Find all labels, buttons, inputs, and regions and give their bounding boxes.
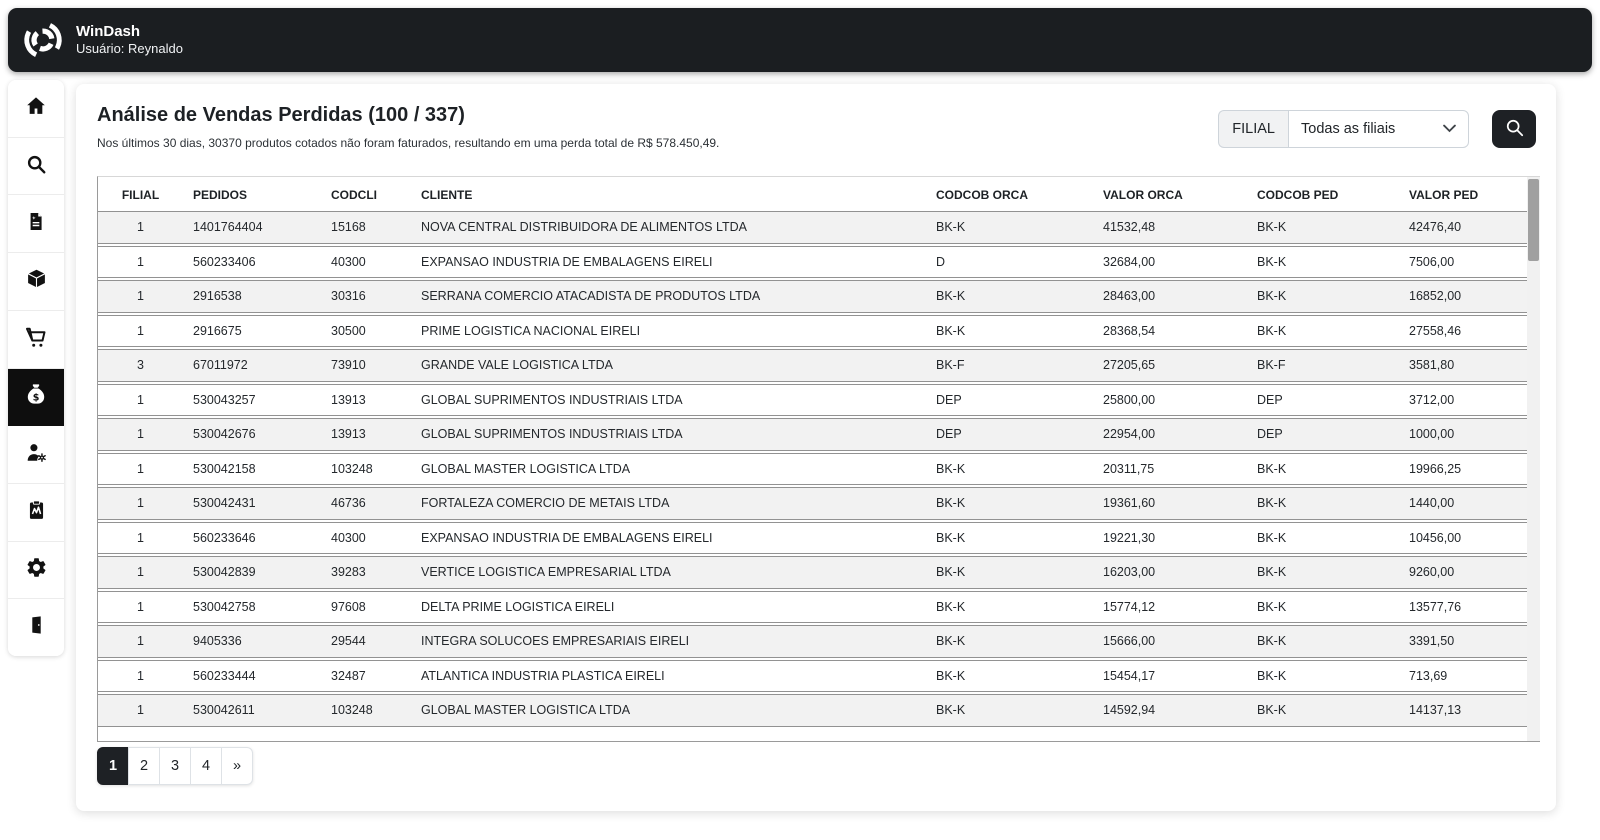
page-subtitle: Nos últimos 30 dias, 30370 produtos cotados não foram faturados, resultando em uma perda total de R$ 578.450,49.: [97, 136, 720, 150]
sidebar-item-users[interactable]: [8, 426, 64, 484]
svg-text:$: $: [32, 392, 40, 404]
sidebar-item-lost-sales[interactable]: [8, 369, 64, 427]
sidebar-nav: [8, 80, 64, 656]
table-cell: 560233406: [183, 246, 321, 279]
lost-sales-table-container: [97, 176, 1540, 742]
table-cell: 3581,80: [1399, 349, 1528, 382]
table-cell: 20311,75: [1093, 453, 1247, 486]
pagination-page-4[interactable]: 4: [190, 747, 222, 785]
table-cell: BK-K: [926, 660, 1093, 693]
table-cell: BK-K: [1247, 694, 1399, 727]
sidebar-item-logout[interactable]: [8, 599, 64, 656]
table-cell: BK-K: [1247, 591, 1399, 624]
table-cell: BK-K: [1247, 315, 1399, 348]
table-cell: BK-F: [1247, 349, 1399, 382]
table-cell: BK-K: [1247, 280, 1399, 313]
search-icon: [1504, 117, 1525, 141]
table-cell: 32487: [321, 660, 411, 693]
column-header: VALOR PED: [1399, 179, 1528, 209]
sidebar-item-orders[interactable]: [8, 311, 64, 369]
table-cell: 713,69: [1399, 660, 1528, 693]
table-cell: GRANDE VALE LOGISTICA LTDA: [411, 349, 926, 382]
table-cell: 13913: [321, 384, 411, 417]
table-cell: 14592,94: [1093, 694, 1247, 727]
table-row: [98, 625, 1528, 658]
table-cell: 1401764404: [183, 211, 321, 244]
table-cell: 15168: [321, 211, 411, 244]
table-cell: 1: [98, 556, 183, 589]
table-cell: 30316: [321, 280, 411, 313]
table-cell: BK-K: [926, 453, 1093, 486]
table-cell: 1: [98, 315, 183, 348]
table-cell: 15666,00: [1093, 625, 1247, 658]
table-cell: BK-K: [926, 694, 1093, 727]
table-cell: BK-K: [1247, 453, 1399, 486]
table-cell: 1000,00: [1399, 418, 1528, 451]
table-cell: GLOBAL MASTER LOGISTICA LTDA: [411, 453, 926, 486]
search-button[interactable]: [1492, 110, 1536, 148]
pagination-next-button[interactable]: »: [221, 747, 253, 785]
table-cell: 560233646: [183, 522, 321, 555]
table-cell: 2916538: [183, 280, 321, 313]
table-cell: 16203,00: [1093, 556, 1247, 589]
filial-filter-label: FILIAL: [1218, 110, 1288, 148]
table-cell: 1: [98, 522, 183, 555]
table-cell: FORTALEZA COMERCIO DE METAIS LTDA: [411, 487, 926, 520]
table-cell: 40300: [321, 246, 411, 279]
windash-logo-icon: [22, 19, 64, 61]
table-cell: 530042611: [183, 694, 321, 727]
table-cell: BK-K: [926, 591, 1093, 624]
table-cell: 28368,54: [1093, 315, 1247, 348]
table-cell: BK-K: [1247, 522, 1399, 555]
table-cell: BK-K: [1247, 660, 1399, 693]
table-cell: 19221,30: [1093, 522, 1247, 555]
lost-sales-table: [98, 177, 1528, 729]
table-cell: GLOBAL SUPRIMENTOS INDUSTRIAIS LTDA: [411, 384, 926, 417]
table-cell: 560233444: [183, 660, 321, 693]
table-cell: BK-K: [926, 556, 1093, 589]
table-cell: 9405336: [183, 625, 321, 658]
table-cell: 7506,00: [1399, 246, 1528, 279]
table-cell: 15454,17: [1093, 660, 1247, 693]
table-cell: 9260,00: [1399, 556, 1528, 589]
main-content-card: [76, 84, 1556, 811]
filial-select[interactable]: [1288, 110, 1469, 148]
table-cell: DEP: [1247, 384, 1399, 417]
table-row: [98, 384, 1528, 417]
table-cell: DELTA PRIME LOGISTICA EIRELI: [411, 591, 926, 624]
table-cell: BK-K: [926, 211, 1093, 244]
table-cell: D: [926, 246, 1093, 279]
table-row: [98, 522, 1528, 555]
clipboard-chart-icon: [26, 499, 47, 526]
table-cell: 10456,00: [1399, 522, 1528, 555]
table-cell: 1: [98, 591, 183, 624]
pagination-page-3[interactable]: 3: [159, 747, 191, 785]
app-title: WinDash: [76, 22, 141, 40]
scrollbar-thumb[interactable]: [1528, 179, 1539, 261]
table-cell: 25800,00: [1093, 384, 1247, 417]
page-title: Análise de Vendas Perdidas (100 / 337): [97, 104, 465, 126]
money-bag-icon: [24, 382, 48, 411]
table-cell: 530043257: [183, 384, 321, 417]
table-cell: NOVA CENTRAL DISTRIBUIDORA DE ALIMENTOS LTDA: [411, 211, 926, 244]
table-cell: 3712,00: [1399, 384, 1528, 417]
table-cell: 42476,40: [1399, 211, 1528, 244]
pagination-page-2[interactable]: 2: [128, 747, 160, 785]
table-cell: 13913: [321, 418, 411, 451]
table-cell: 530042758: [183, 591, 321, 624]
table-cell: BK-K: [926, 522, 1093, 555]
table-cell: 1: [98, 453, 183, 486]
table-cell: 41532,48: [1093, 211, 1247, 244]
table-cell: 530042839: [183, 556, 321, 589]
table-cell: BK-K: [1247, 487, 1399, 520]
table-cell: BK-K: [926, 315, 1093, 348]
table-cell: 1: [98, 487, 183, 520]
table-row: [98, 487, 1528, 520]
table-cell: BK-K: [1247, 211, 1399, 244]
table-cell: 103248: [321, 694, 411, 727]
table-cell: 1: [98, 625, 183, 658]
user-settings-icon: [25, 441, 48, 469]
logged-user-label: Usuário: Reynaldo: [76, 41, 183, 57]
table-cell: BK-K: [1247, 625, 1399, 658]
column-header: CODCOB PED: [1247, 179, 1399, 209]
table-cell: 97608: [321, 591, 411, 624]
table-cell: PRIME LOGISTICA NACIONAL EIRELI: [411, 315, 926, 348]
document-icon: [26, 211, 46, 237]
table-row: [98, 453, 1528, 486]
table-cell: BK-K: [926, 625, 1093, 658]
table-cell: 27558,46: [1399, 315, 1528, 348]
column-header: FILIAL: [98, 179, 183, 209]
table-row: [98, 280, 1528, 313]
table-cell: 40300: [321, 522, 411, 555]
table-cell: DEP: [926, 384, 1093, 417]
table-row: [98, 556, 1528, 589]
table-cell: 67011972: [183, 349, 321, 382]
table-cell: 530042158: [183, 453, 321, 486]
table-cell: VERTICE LOGISTICA EMPRESARIAL LTDA: [411, 556, 926, 589]
column-header: VALOR ORCA: [1093, 179, 1247, 209]
filial-select-value: Todas as filiais: [1301, 121, 1396, 137]
sidebar-item-reports[interactable]: [8, 484, 64, 542]
table-header-row: [98, 179, 1528, 209]
table-row: [98, 349, 1528, 382]
pagination-page-1[interactable]: 1: [97, 747, 129, 785]
top-header-bar: [8, 8, 1592, 72]
column-header: CODCLI: [321, 179, 411, 209]
table-cell: 3: [98, 349, 183, 382]
table-cell: 3391,50: [1399, 625, 1528, 658]
pagination: [97, 747, 253, 785]
gear-icon: [25, 556, 48, 584]
table-cell: 19966,25: [1399, 453, 1528, 486]
door-icon: [26, 614, 47, 641]
table-cell: 22954,00: [1093, 418, 1247, 451]
table-cell: 14137,13: [1399, 694, 1528, 727]
table-cell: 1: [98, 211, 183, 244]
table-row: [98, 211, 1528, 244]
table-row: [98, 694, 1528, 727]
table-cell: 39283: [321, 556, 411, 589]
table-cell: BK-K: [926, 280, 1093, 313]
table-cell: BK-K: [1247, 246, 1399, 279]
table-cell: 28463,00: [1093, 280, 1247, 313]
table-cell: BK-K: [926, 487, 1093, 520]
sidebar-item-search[interactable]: [8, 138, 64, 196]
sidebar-item-products[interactable]: [8, 253, 64, 311]
table-cell: 15774,12: [1093, 591, 1247, 624]
table-row: [98, 246, 1528, 279]
table-cell: 530042431: [183, 487, 321, 520]
table-cell: GLOBAL SUPRIMENTOS INDUSTRIAIS LTDA: [411, 418, 926, 451]
package-icon: [25, 267, 48, 295]
table-cell: 103248: [321, 453, 411, 486]
table-cell: 1: [98, 418, 183, 451]
table-cell: 32684,00: [1093, 246, 1247, 279]
table-cell: GLOBAL MASTER LOGISTICA LTDA: [411, 694, 926, 727]
table-cell: 46736: [321, 487, 411, 520]
table-cell: 1: [98, 660, 183, 693]
table-cell: 1: [98, 694, 183, 727]
search-icon: [25, 153, 47, 180]
table-cell: 13577,76: [1399, 591, 1528, 624]
table-cell: 73910: [321, 349, 411, 382]
table-cell: 2916675: [183, 315, 321, 348]
column-header: CODCOB ORCA: [926, 179, 1093, 209]
table-row: [98, 591, 1528, 624]
column-header: CLIENTE: [411, 179, 926, 209]
table-cell: 1440,00: [1399, 487, 1528, 520]
table-cell: 30500: [321, 315, 411, 348]
table-cell: BK-F: [926, 349, 1093, 382]
table-cell: DEP: [926, 418, 1093, 451]
table-cell: 1: [98, 384, 183, 417]
cart-icon: [24, 325, 48, 354]
chevron-down-icon: [1443, 121, 1456, 137]
table-cell: EXPANSAO INDUSTRIA DE EMBALAGENS EIRELI: [411, 522, 926, 555]
table-cell: 19361,60: [1093, 487, 1247, 520]
sidebar-item-documents[interactable]: [8, 195, 64, 253]
sidebar-item-home[interactable]: [8, 80, 64, 138]
table-cell: 27205,65: [1093, 349, 1247, 382]
sidebar-item-settings[interactable]: [8, 542, 64, 600]
table-cell: INTEGRA SOLUCOES EMPRESARIAIS EIRELI: [411, 625, 926, 658]
table-cell: EXPANSAO INDUSTRIA DE EMBALAGENS EIRELI: [411, 246, 926, 279]
column-header: PEDIDOS: [183, 179, 321, 209]
home-icon: [25, 95, 47, 122]
table-row: [98, 418, 1528, 451]
table-cell: DEP: [1247, 418, 1399, 451]
table-cell: 530042676: [183, 418, 321, 451]
table-cell: BK-K: [1247, 556, 1399, 589]
filter-bar: [1218, 110, 1536, 148]
table-cell: 29544: [321, 625, 411, 658]
table-cell: 1: [98, 246, 183, 279]
table-cell: SERRANA COMERCIO ATACADISTA DE PRODUTOS LTDA: [411, 280, 926, 313]
table-cell: 16852,00: [1399, 280, 1528, 313]
table-row: [98, 660, 1528, 693]
table-cell: 1: [98, 280, 183, 313]
table-cell: ATLANTICA INDUSTRIA PLASTICA EIRELI: [411, 660, 926, 693]
vertical-scrollbar: [1527, 177, 1540, 741]
table-row: [98, 315, 1528, 348]
